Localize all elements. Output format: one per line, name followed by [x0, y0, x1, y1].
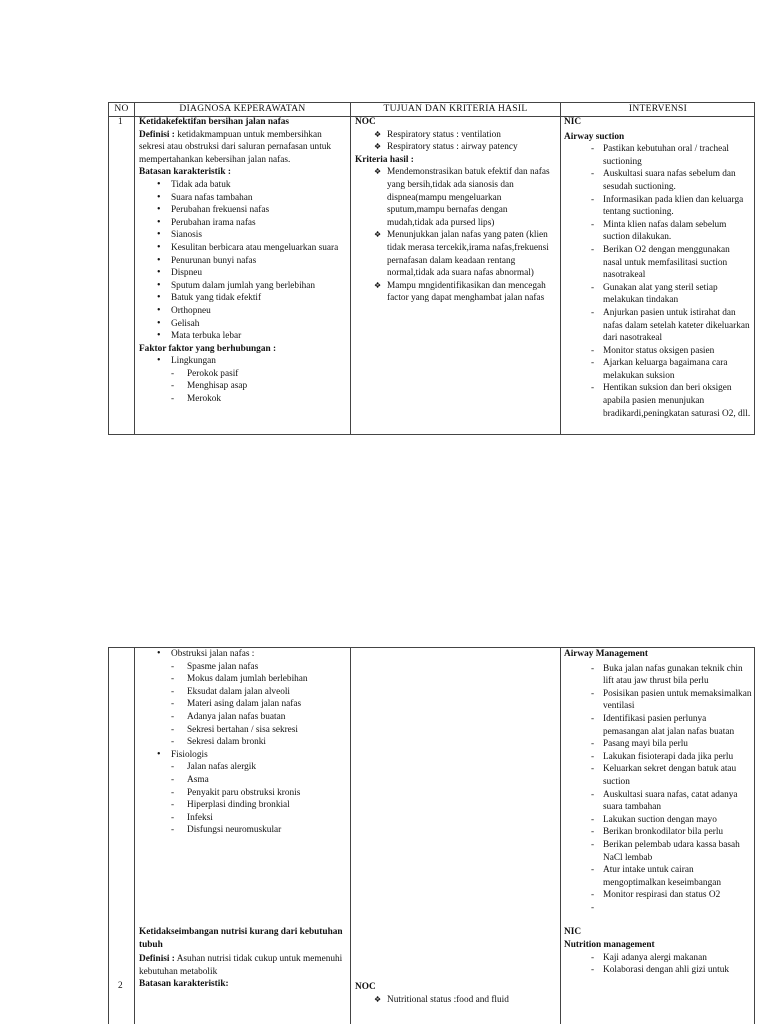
- diagnosis-2-batasan-label: Batasan karakteristik:: [139, 979, 229, 990]
- goals-cell: [355, 116, 559, 305]
- list-item: - Pasang mayi bila perlu: [561, 738, 752, 751]
- goals-2-cell: [355, 981, 559, 1006]
- list-item: - Berikan bronkodilator bila perlu: [561, 826, 752, 839]
- list-item: - Posisikan pasien untuk memaksimalkan ventilasi: [561, 688, 752, 713]
- list-item: - Identifikasi pasien perlunya pemasangan alat jalan nafas buatan: [561, 713, 752, 738]
- list-item: - Anjurkan pasien untuk istirahat dan nafas dalam setelah kateter dikeluarkan dari nasotrakeal: [561, 307, 751, 345]
- list-item: - Auskultasi suara nafas sebelum dan sesudah suctioning.: [561, 168, 751, 193]
- list-item: - Monitor status oksigen pasien: [561, 345, 751, 358]
- intervention-cell: [561, 116, 755, 420]
- list-item: - Disfungsi neuromuskular: [137, 824, 349, 837]
- list-item: - Berikan pelembab udara kassa basah NaCl lembab: [561, 839, 752, 864]
- list-item: - Buka jalan nafas gunakan teknik chin lift atau jaw thrust bila perlu: [561, 663, 752, 688]
- list-item: ❖ Respiratory status : ventilation: [355, 129, 559, 142]
- list-item: - Spasme jalan nafas: [137, 661, 349, 674]
- diagnosis-2-title: Ketidakseimbangan nutrisi kurang dari kebutuhan tubuh: [139, 927, 343, 950]
- list-item: - Perokok pasif: [137, 368, 349, 381]
- intervention-2-cell: [561, 648, 755, 977]
- care-plan-table-1: [108, 102, 755, 435]
- header-intervensi: INTERVENSI: [628, 104, 688, 114]
- list-item: - Ajarkan keluarga bagaimana cara melakukan suksion: [561, 357, 751, 382]
- list-item: • Fisiologis: [137, 749, 349, 762]
- list-item: - Monitor respirasi dan status O2: [561, 889, 752, 902]
- list-item: • Mata terbuka lebar: [137, 330, 349, 343]
- list-item: • Orthopneu: [137, 305, 349, 318]
- list-item: - Jalan nafas alergik: [137, 761, 349, 774]
- list-item: - Infeksi: [137, 812, 349, 825]
- list-item: ❖ Mendemonstrasikan batuk efektif dan nafas yang bersih,tidak ada sianosis dan dispnea(mampu mengeluarkan sputum,mampu bernafas dengan mudah,tidak ada pursed lips): [355, 166, 551, 229]
- list-item: - Kolaborasi dengan ahli gizi untuk: [561, 964, 755, 977]
- list-item: - Mokus dalam jumlah berlebihan: [137, 673, 349, 686]
- list-item: • Suara nafas tambahan: [137, 192, 349, 205]
- header-no: NO: [114, 104, 129, 114]
- care-plan-table-2: [108, 647, 755, 1024]
- header-tujuan: TUJUAN DAN KRITERIA HASIL: [383, 104, 528, 114]
- batasan-label: Batasan karakteristik :: [139, 167, 231, 178]
- list-item: • Penurunan bunyi nafas: [137, 255, 349, 268]
- faktor-label: Faktor faktor yang berhubungan :: [139, 343, 277, 354]
- airway-management-label: Airway Management: [564, 649, 648, 659]
- list-item: - Materi asing dalam jalan nafas: [137, 698, 349, 711]
- list-item: - Lakukan fisioterapi dada jika perlu: [561, 751, 752, 764]
- list-item: • Sianosis: [137, 229, 349, 242]
- list-item: • Lingkungan: [137, 355, 349, 368]
- noc-label-2: NOC: [355, 982, 376, 992]
- list-item: - Atur intake untuk cairan mengoptimalkan keseimbangan: [561, 864, 752, 889]
- list-item: - Kaji adanya alergi makanan: [561, 952, 755, 965]
- list-item: - Auskultasi suara nafas, catat adanya suara tambahan: [561, 789, 752, 814]
- diagnosis-continued-cell: [139, 648, 349, 837]
- list-item: • Dispneu: [137, 267, 349, 280]
- list-item: - Asma: [137, 774, 349, 787]
- list-item: - Sekresi dalam bronki: [137, 736, 349, 749]
- airway-suction-label: Airway suction: [564, 131, 625, 142]
- list-item: - Sekresi bertahan / sisa sekresi: [137, 724, 349, 737]
- list-item: - Merokok: [137, 393, 349, 406]
- nic-label: NIC: [564, 117, 582, 127]
- list-item: • Kesulitan berbicara atau mengeluarkan suara: [137, 242, 349, 255]
- diagnosis-definition: Definisi : ketidakmampuan untuk membersihkan sekresi atau obstruksi dari saluran pernafasan untuk mempertahankan kebersihan jalan nafas.: [139, 129, 332, 165]
- list-item: [561, 902, 752, 915]
- header-diagnosa: DIAGNOSA KEPERAWATAN: [179, 104, 306, 114]
- list-item: - Pastikan kebutuhan oral / tracheal suctioning: [561, 143, 751, 168]
- list-item: - Minta klien nafas dalam sebelum suction dilakukan.: [561, 219, 751, 244]
- list-item: • Perubahan frekuensi nafas: [137, 204, 349, 217]
- list-item: - Keluarkan sekret dengan batuk atau suction: [561, 763, 752, 788]
- list-item: ❖ Mampu mngidentifikasikan dan mencegah factor yang dapat menghambat jalan nafas: [355, 280, 551, 305]
- list-item: • Sputum dalam jumlah yang berlebihan: [137, 280, 349, 293]
- nutrition-management-label: Nutrition management: [564, 940, 655, 951]
- list-item: • Perubahan irama nafas: [137, 217, 349, 230]
- list-item: - Informasikan pada klien dan keluarga tentang suctioning.: [561, 194, 751, 219]
- list-item: - Menghisap asap: [137, 380, 349, 393]
- list-item: - Penyakit paru obstruksi kronis: [137, 787, 349, 800]
- list-item: - Lakukan suction dengan mayo: [561, 814, 752, 827]
- list-item: - Hiperplasi dinding bronkial: [137, 799, 349, 812]
- list-item: • Gelisah: [137, 318, 349, 331]
- list-item: ❖ Respiratory status : airway patency: [355, 141, 559, 154]
- diagnosis-2-cell: [139, 926, 344, 991]
- row-number: 1: [118, 117, 123, 127]
- list-item: - Adanya jalan nafas buatan: [137, 711, 349, 724]
- list-item: - Gunakan alat yang steril setiap melakukan tindakan: [561, 282, 751, 307]
- list-item: - Berikan O2 dengan menggunakan nasal untuk memfasilitasi suction nasotrakeal: [561, 244, 751, 282]
- list-item: • Obstruksi jalan nafas :: [137, 648, 349, 661]
- list-item: - Hentikan suksion dan beri oksigen apabila pasien menunjukan bradikardi,peningkatan saturasi O2, dll.: [561, 382, 751, 420]
- nic-label-2: NIC: [564, 927, 582, 938]
- list-item: ❖ Nutritional status :food and fluid: [355, 994, 559, 1007]
- row-number-2: 2: [118, 981, 123, 991]
- list-item: - Eksudat dalam jalan alveoli: [137, 686, 349, 699]
- list-item: • Batuk yang tidak efektif: [137, 292, 349, 305]
- list-item: • Tidak ada batuk: [137, 179, 349, 192]
- list-item: ❖ Menunjukkan jalan nafas yang paten (klien tidak merasa tercekik,irama nafas,frekuensi pernafasan dalam keadaan rentang normal,tidak ada suara nafas abnormal): [355, 229, 551, 279]
- diagnosis-cell: [139, 116, 349, 406]
- diagnosis-title: Ketidakefektifan bersihan jalan nafas: [139, 117, 290, 127]
- diagnosis-2-definition: Definisi : Asuhan nutrisi tidak cukup untuk memenuhi kebutuhan metabolik: [139, 954, 343, 977]
- kriteria-label: Kriteria hasil :: [355, 154, 414, 165]
- noc-label: NOC: [355, 117, 376, 127]
